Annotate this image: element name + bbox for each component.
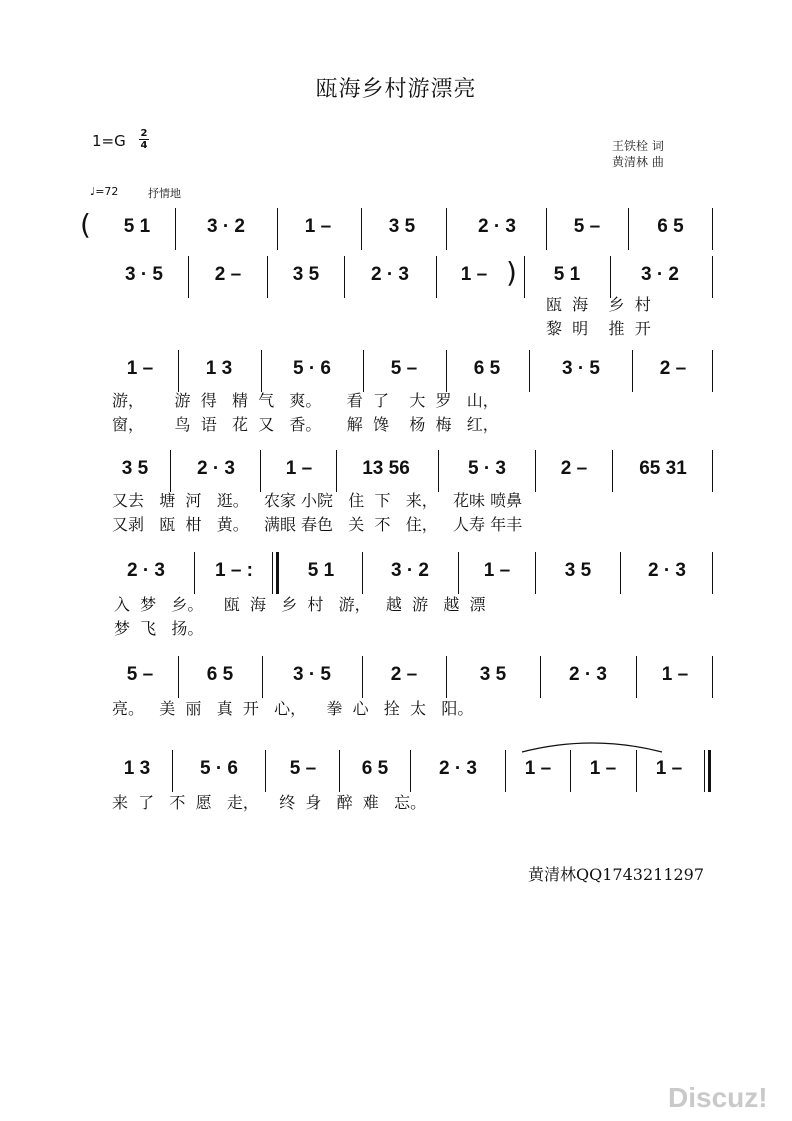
barline [546, 208, 547, 250]
measure: 2 – [659, 358, 687, 379]
measure: 3 5 [564, 560, 592, 581]
lyric-verse-1: 入 梦 乡。 瓯 海 乡 村 游， 越 游 越 漂 [114, 595, 486, 614]
barline [446, 656, 447, 698]
barline [524, 256, 525, 298]
measure: 3 · 2 [206, 216, 246, 237]
barline [712, 208, 713, 250]
barline [458, 552, 459, 594]
barline [446, 208, 447, 250]
expression-mark: 抒情地 [148, 187, 181, 200]
arranger-contact: 黄清林QQ1743211297 [528, 865, 705, 884]
barline [570, 750, 571, 792]
barline [620, 552, 621, 594]
barline [438, 450, 439, 492]
measure: 5 · 6 [292, 358, 332, 379]
measure: 1 – [126, 358, 154, 379]
barline [336, 450, 337, 492]
measure: 65 31 [639, 458, 687, 479]
barline [362, 552, 363, 594]
measure: 2 · 3 [196, 458, 236, 479]
barline [712, 350, 713, 392]
barline [712, 552, 713, 594]
barline [170, 450, 171, 492]
barline [505, 750, 506, 792]
measure: 3 5 [479, 664, 507, 685]
barline [339, 750, 340, 792]
composer: 黄清林 曲 [612, 155, 664, 169]
measure: 3 · 5 [124, 264, 164, 285]
barline [361, 208, 362, 250]
measure: 3 · 2 [390, 560, 430, 581]
measure: 2 – [390, 664, 418, 685]
measure: 1 – : [214, 560, 254, 581]
measure: 5 · 6 [199, 758, 239, 779]
barline [529, 350, 530, 392]
barline [188, 256, 189, 298]
barline [362, 656, 363, 698]
measure: 2 · 3 [568, 664, 608, 685]
watermark-logo: Discuz! [668, 1082, 768, 1113]
measure: 3 · 2 [640, 264, 680, 285]
barline [277, 208, 278, 250]
lyric-verse-2: 窗， 鸟 语 花 又 香。 解 馋 杨 梅 红， [112, 415, 499, 434]
measure: 3 5 [292, 264, 320, 285]
barline [436, 256, 437, 298]
barline [540, 656, 541, 698]
barline [178, 656, 179, 698]
measure: 5 – [573, 216, 601, 237]
measure: 1 – [655, 758, 683, 779]
measure: 1 3 [123, 758, 151, 779]
time-denominator: 4 [140, 140, 148, 151]
lyric-verse-2: 黎 明 推 开 [546, 319, 651, 338]
measure: 5 – [126, 664, 154, 685]
measure: 1 – [483, 560, 511, 581]
barline [344, 256, 345, 298]
barline [712, 656, 713, 698]
lyricist: 王铁栓 词 [612, 139, 664, 153]
measure: 2 · 3 [370, 264, 410, 285]
barline [260, 450, 261, 492]
measure: 2 · 3 [647, 560, 687, 581]
measure: 3 5 [121, 458, 149, 479]
barline [262, 656, 263, 698]
measure: 1 3 [205, 358, 233, 379]
lyric-verse-1: 亮。 美 丽 真 开 心， 拳 心 拴 太 阳。 [112, 699, 474, 718]
repeat-barline [272, 552, 279, 594]
time-signature [138, 128, 150, 151]
barline [712, 450, 713, 492]
measure: 13 56 [362, 458, 410, 479]
measure: 5 – [289, 758, 317, 779]
key-signature: 1=G [92, 132, 126, 150]
measure: 1 – [285, 458, 313, 479]
measure: 2 – [560, 458, 588, 479]
barline [612, 450, 613, 492]
lyric-verse-1: 游， 游 得 精 气 爽。 看 了 大 罗 山， [112, 391, 499, 410]
barline [178, 350, 179, 392]
time-numerator: 2 [140, 128, 148, 139]
measure: 5 – [390, 358, 418, 379]
barline [632, 350, 633, 392]
tie-slur [520, 736, 665, 756]
barline [363, 350, 364, 392]
credits [612, 138, 664, 170]
measure: 1 – [589, 758, 617, 779]
barline [265, 750, 266, 792]
barline [261, 350, 262, 392]
measure: 2 · 3 [126, 560, 166, 581]
measure: 2 – [214, 264, 242, 285]
barline [712, 256, 713, 298]
close-parenthesis: ) [506, 256, 517, 289]
barline [410, 750, 411, 792]
measure: 5 1 [553, 264, 581, 285]
measure: 6 5 [473, 358, 501, 379]
barline [175, 208, 176, 250]
open-parenthesis: ( [80, 208, 91, 241]
page-title: 瓯海乡村游漂亮 [315, 77, 477, 102]
measure: 2 · 3 [438, 758, 478, 779]
barline [172, 750, 173, 792]
lyric-verse-1: 来 了 不 愿 走， 终 身 醉 难 忘。 [112, 793, 427, 812]
lyric-verse-2: 梦 飞 扬。 [114, 619, 204, 638]
measure: 6 5 [657, 216, 684, 237]
barline [267, 256, 268, 298]
barline [636, 656, 637, 698]
measure: 2 · 3 [477, 216, 517, 237]
measure: 5 1 [123, 216, 151, 237]
final-barline [704, 750, 711, 792]
barline [446, 350, 447, 392]
lyric-verse-1: 又去 塘 河 逛。 农家 小院 住 下 来， 花味 喷鼻 [112, 491, 523, 510]
tempo-mark: ♩=72 [90, 185, 119, 198]
measure: 5 · 3 [467, 458, 507, 479]
barline [535, 450, 536, 492]
measure: 3 5 [388, 216, 416, 237]
measure: 1 – [304, 216, 332, 237]
measure: 1 – [661, 664, 689, 685]
lyric-verse-2: 又剥 瓯 柑 黄。 满眼 春色 关 不 住， 人寿 年丰 [112, 515, 523, 534]
measure: 5 1 [307, 560, 335, 581]
barline [636, 750, 637, 792]
measure: 1 – [460, 264, 488, 285]
measure: 3 · 5 [292, 664, 332, 685]
measure: 1 – [524, 758, 552, 779]
measure: 6 5 [361, 758, 389, 779]
barline [194, 552, 195, 594]
barline [628, 208, 629, 250]
barline [535, 552, 536, 594]
lyric-verse-1: 瓯 海 乡 村 [546, 295, 651, 314]
measure: 3 · 5 [561, 358, 601, 379]
measure: 6 5 [206, 664, 234, 685]
